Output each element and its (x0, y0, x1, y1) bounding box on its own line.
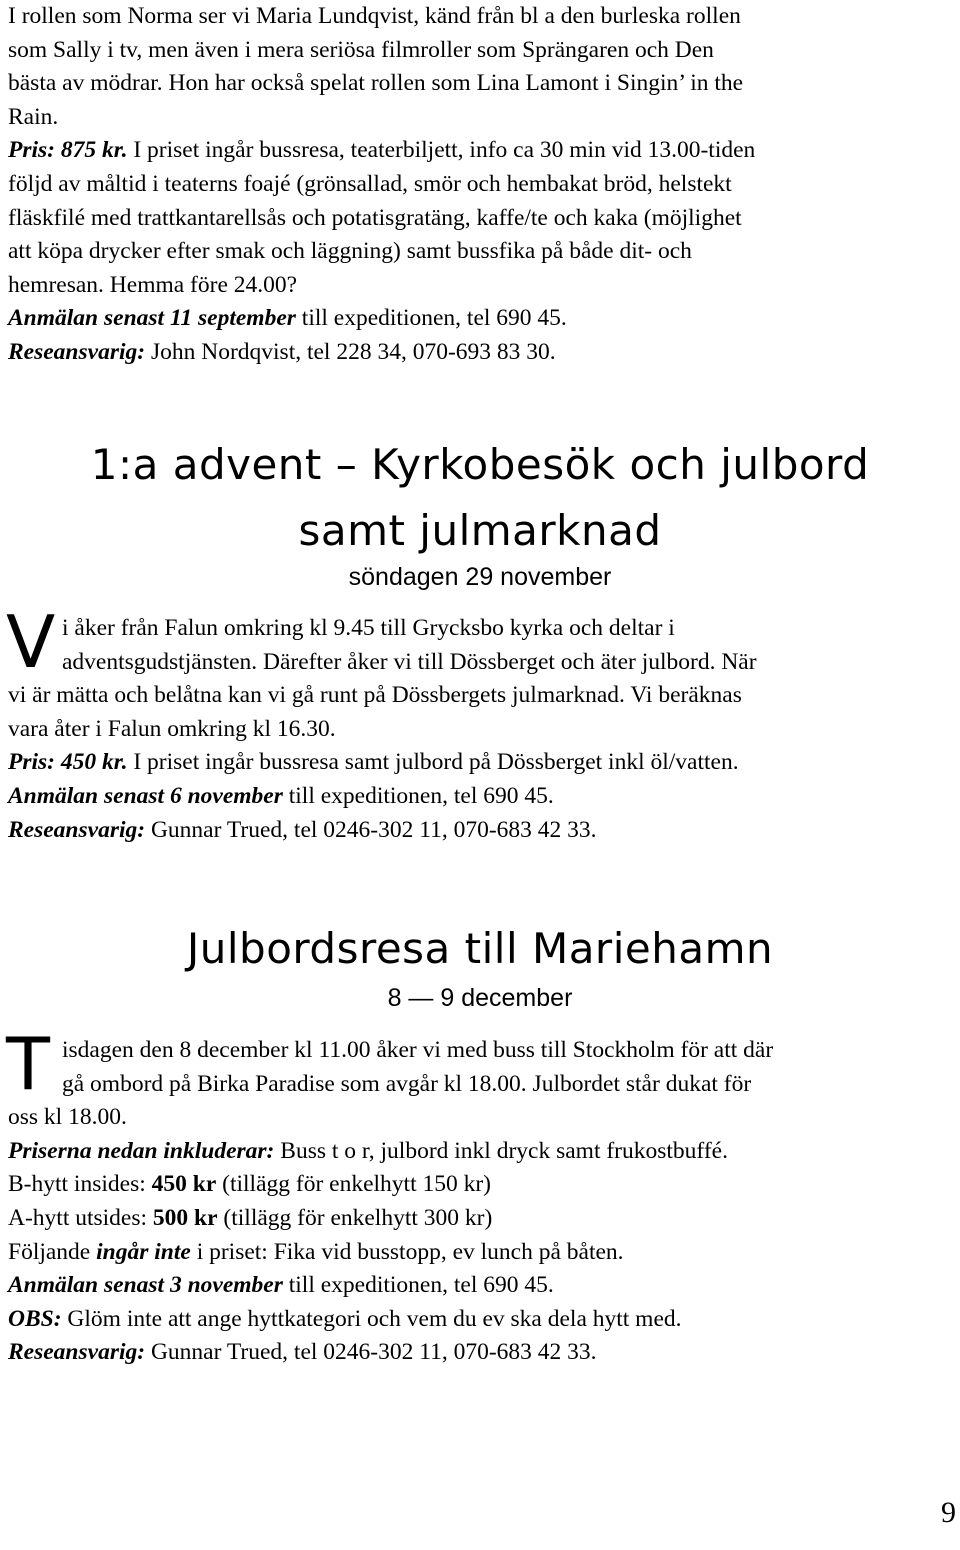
contact-text: John Nordqvist, tel 228 34, 070-693 83 30. (145, 338, 556, 365)
excluded-label: ingår inte (96, 1238, 191, 1265)
text-line: hemresan. Hemma före 24.00? (8, 271, 298, 298)
obs-text: Glöm inte att ange hyttkategori och vem du ev ska dela hytt med. (61, 1305, 682, 1332)
b-cabin-note: (tillägg för enkelhytt 150 kr) (216, 1171, 491, 1198)
text-line: att köpa drycker efter smak och läggning) samt bussfika på både dit- och (8, 238, 692, 265)
contact-line (8, 1336, 958, 1370)
text-line: bästa av mödrar. Hon har också spelat rollen som Lina Lamont i Singin’ in the (8, 70, 744, 97)
mariehamn-dropcap: T (6, 1022, 50, 1106)
signup-line (8, 302, 958, 336)
excluded-prefix: Följande (8, 1238, 97, 1265)
text-line: oss kl 18.00. (8, 1104, 127, 1131)
price-label: Pris: 450 kr. (8, 749, 128, 776)
price-label: Pris: 875 kr. (8, 137, 128, 164)
advent-subtitle: söndagen 29 november (348, 563, 612, 591)
excluded-text: i priset: Fika vid busstopp, ev lunch på båten. (190, 1238, 624, 1265)
signup-label: Anmälan senast 3 november (8, 1272, 283, 1299)
price-line (8, 746, 958, 780)
signup-line (8, 780, 958, 814)
text-line: i åker från Falun omkring kl 9.45 till Grycksbo kyrka och deltar i (62, 615, 675, 641)
a-cabin-price: 500 kr (152, 1204, 218, 1231)
contact-text: Gunnar Trued, tel 0246-302 11, 070-683 42 33. (145, 816, 597, 843)
advent-dropcap: V (6, 600, 56, 684)
obs-line (8, 1303, 958, 1337)
signup-text: till expeditionen, tel 690 45. (282, 1272, 554, 1299)
a-cabin-label: A-hytt utsides: (8, 1204, 153, 1231)
prices-label: Priserna nedan inkluderar: (8, 1137, 275, 1164)
advent-text (8, 612, 958, 847)
text-line: Rain. (8, 103, 59, 130)
contact-label: Reseansvarig: (8, 1339, 146, 1366)
text-line: fläskfilé med trattkantarellsås och potatisgratäng, kaffe/te och kaka (möjlighet (8, 204, 742, 231)
obs-label: OBS: (8, 1305, 62, 1332)
text-line: vi är mätta och belåtna kan vi gå runt på Dössbergets julmarknad. Vi beräknas (8, 682, 742, 709)
text-line: isdagen den 8 december kl 11.00 åker vi med buss till Stockholm för att där (62, 1037, 774, 1063)
page-number: 9 (941, 1496, 956, 1529)
signup-line (8, 1269, 958, 1303)
signup-label: Anmälan senast 11 september (8, 305, 296, 332)
text-line: gå ombord på Birka Paradise som avgår kl 18.00. Julbordet står dukat för (62, 1070, 752, 1097)
price-text: I priset ingår bussresa, teaterbiljett, info ca 30 min vid 13.00-tiden (127, 137, 756, 164)
signup-text: till expeditionen, tel 690 45. (282, 782, 554, 809)
b-cabin-label: B-hytt insides: (8, 1171, 152, 1198)
contact-line (8, 814, 958, 848)
contact-label: Reseansvarig: (8, 816, 146, 843)
b-cabin-price: 450 kr (151, 1171, 217, 1198)
theatre-trip-text (8, 0, 958, 370)
b-cabin-line (8, 1168, 958, 1202)
advent-title-line2: samt julmarknad (298, 506, 662, 555)
contact-text: Gunnar Trued, tel 0246-302 11, 070-683 42 33. (145, 1339, 597, 1366)
mariehamn-subtitle: 8 — 9 december (387, 984, 573, 1012)
excluded-line (8, 1236, 958, 1270)
contact-label: Reseansvarig: (8, 338, 146, 365)
text-line: som Sally i tv, men även i mera seriösa filmroller som Sprängaren och Den (8, 36, 714, 63)
a-cabin-line (8, 1202, 958, 1236)
text-line: vara åter i Falun omkring kl 16.30. (8, 715, 336, 742)
a-cabin-note: (tillägg för enkelhytt 300 kr) (217, 1204, 493, 1231)
signup-label: Anmälan senast 6 november (8, 782, 283, 809)
text-line: adventsgudstjänsten. Därefter åker vi till Dössberget och äter julbord. När (62, 648, 757, 675)
mariehamn-text (8, 1034, 958, 1370)
advent-title-line1: 1:a advent – Kyrkobesök och julbord (90, 440, 870, 489)
text-line: I rollen som Norma ser vi Maria Lundqvist, känd från bl a den burleska rollen (8, 3, 741, 29)
prices-text: Buss t o r, julbord inkl dryck samt frukostbuffé. (274, 1137, 728, 1164)
prices-line (8, 1135, 958, 1169)
contact-line (8, 336, 958, 370)
signup-text: till expeditionen, tel 690 45. (295, 305, 567, 332)
price-line (8, 134, 958, 168)
price-text: I priset ingår bussresa samt julbord på Dössberget inkl öl/vatten. (127, 749, 739, 776)
text-line: följd av måltid i teaterns foajé (grönsallad, smör och hembakat bröd, helstekt (8, 170, 732, 197)
mariehamn-title: Julbordsresa till Mariehamn (186, 924, 774, 973)
